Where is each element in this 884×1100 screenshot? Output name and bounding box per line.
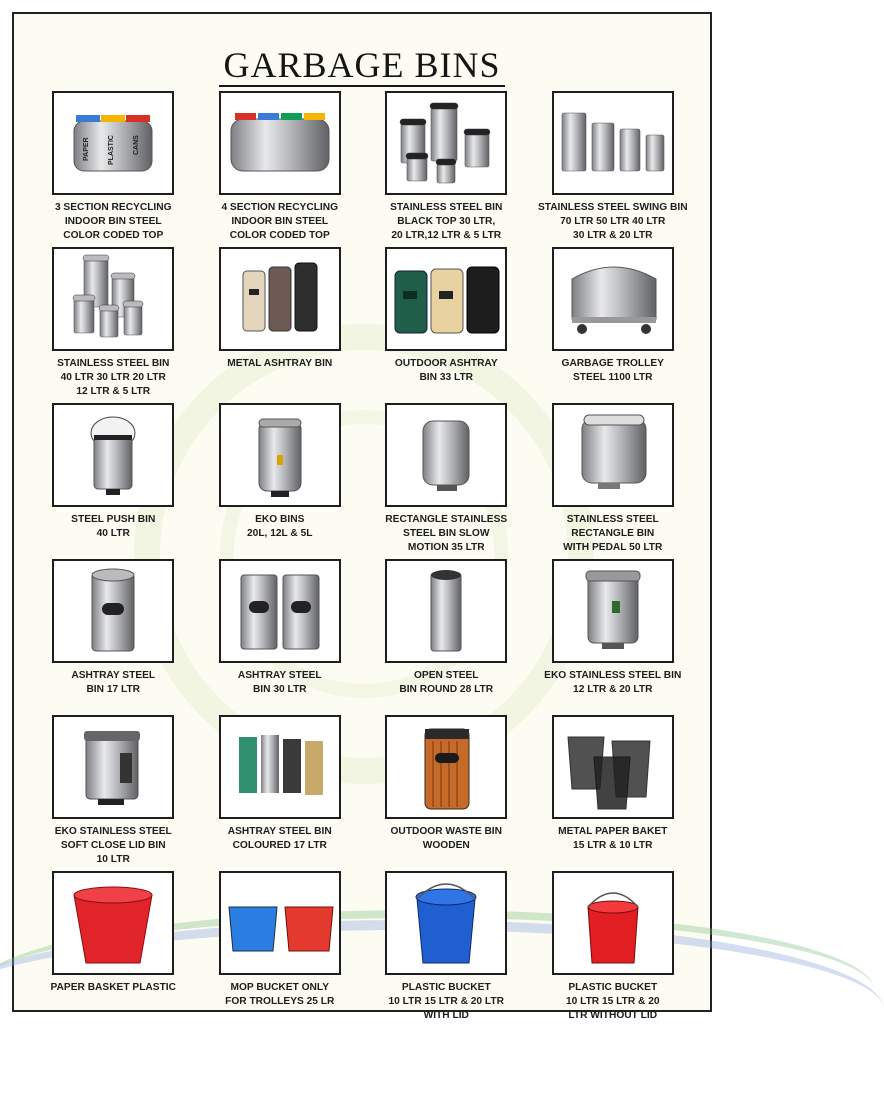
product-illustration bbox=[387, 561, 505, 661]
product-caption: ASHTRAY STEEL BIN 30 LTR bbox=[237, 670, 322, 695]
svg-text:CANS: CANS bbox=[133, 135, 141, 155]
product-caption: PLASTIC BUCKET 10 LTR 15 LTR & 20 LTR WITH LID bbox=[388, 982, 504, 1021]
product-card bbox=[363, 247, 530, 399]
product-illustration bbox=[387, 93, 505, 193]
pedal-bin-set-icon bbox=[385, 91, 507, 195]
product-illustration bbox=[387, 249, 505, 349]
product-illustration bbox=[554, 717, 672, 817]
bucket-with-lid-icon bbox=[385, 871, 507, 975]
product-caption: MOP BUCKET ONLY FOR TROLLEYS 25 LR bbox=[225, 982, 335, 1007]
product-card bbox=[197, 715, 364, 867]
product-card bbox=[363, 871, 530, 1023]
product-illustration bbox=[221, 561, 339, 661]
eko-stainless-bin-icon bbox=[552, 559, 674, 663]
product-illustration bbox=[387, 717, 505, 817]
open-round-bin-icon bbox=[385, 559, 507, 663]
plastic-paper-basket-icon bbox=[52, 871, 174, 975]
product-caption: STAINLESS STEEL BIN BLACK TOP 30 LTR, 20 LTR,12 LTR & 5 LTR bbox=[390, 202, 503, 241]
ashtray-steel-bin-pair-icon bbox=[219, 559, 341, 663]
product-card bbox=[30, 559, 197, 711]
product-card bbox=[197, 91, 364, 243]
svg-text:PLASTIC: PLASTIC bbox=[108, 135, 116, 165]
outdoor-ashtray-bin-icon bbox=[385, 247, 507, 351]
product-card bbox=[363, 91, 530, 243]
product-illustration bbox=[554, 93, 672, 193]
rectangle-slow-motion-bin-icon bbox=[385, 403, 507, 507]
eko-pedal-bin-icon bbox=[219, 403, 341, 507]
swing-bin-set-icon bbox=[552, 91, 674, 195]
product-card bbox=[363, 403, 530, 555]
product-caption: STEEL PUSH BIN 40 LTR bbox=[71, 514, 156, 539]
product-card bbox=[197, 871, 364, 1023]
product-caption: PLASTIC BUCKET 10 LTR 15 LTR & 20 LTR WITHOUT LID bbox=[565, 982, 660, 1021]
product-caption: ASHTRAY STEEL BIN COLOURED 17 LTR bbox=[227, 826, 332, 851]
product-card bbox=[30, 91, 197, 243]
ashtray-steel-bin-icon bbox=[52, 559, 174, 663]
recycling-bin-4-section-icon bbox=[219, 91, 341, 195]
product-illustration bbox=[554, 873, 672, 973]
product-illustration bbox=[554, 561, 672, 661]
catalog-sheet bbox=[12, 12, 712, 1021]
product-caption: EKO BINS 20L, 12L & 5L bbox=[247, 514, 313, 539]
product-illustration bbox=[54, 405, 172, 505]
rectangle-pedal-bin-icon bbox=[552, 403, 674, 507]
product-caption: OUTDOOR WASTE BIN WOODEN bbox=[390, 826, 502, 851]
mesh-paper-basket-icon bbox=[552, 715, 674, 819]
product-illustration bbox=[221, 405, 339, 505]
wooden-outdoor-bin-icon bbox=[385, 715, 507, 819]
metal-ashtray-bin-icon bbox=[219, 247, 341, 351]
svg-text:PAPER: PAPER bbox=[83, 137, 91, 161]
product-illustration bbox=[387, 873, 505, 973]
mop-bucket-icon bbox=[219, 871, 341, 975]
product-caption: STAINLESS STEEL SWING BIN 70 LTR 50 LTR 40 LTR 30 LTR & 20 LTR bbox=[537, 202, 688, 241]
product-card bbox=[530, 559, 697, 711]
product-illustration bbox=[54, 249, 172, 349]
recycling-bin-3-section-icon bbox=[52, 91, 174, 195]
product-card bbox=[30, 247, 197, 399]
product-illustration bbox=[221, 249, 339, 349]
soft-close-lid-bin-icon bbox=[52, 715, 174, 819]
product-card bbox=[363, 559, 530, 711]
product-card bbox=[30, 715, 197, 867]
product-illustration bbox=[221, 717, 339, 817]
product-caption: METAL PAPER BAKET 15 LTR & 10 LTR bbox=[558, 826, 668, 851]
bucket-without-lid-icon bbox=[552, 871, 674, 975]
product-illustration bbox=[54, 93, 172, 193]
product-card bbox=[197, 247, 364, 399]
product-card bbox=[197, 403, 364, 555]
steel-bin-set-icon bbox=[52, 247, 174, 351]
product-illustration bbox=[554, 249, 672, 349]
product-caption: STAINLESS STEEL BIN 40 LTR 30 LTR 20 LTR 12 LTR & 5 LTR bbox=[57, 358, 170, 397]
product-illustration bbox=[54, 561, 172, 661]
product-card bbox=[30, 403, 197, 555]
product-card bbox=[530, 247, 697, 399]
garbage-trolley-icon bbox=[552, 247, 674, 351]
coloured-ashtray-bins-icon bbox=[219, 715, 341, 819]
product-illustration bbox=[54, 717, 172, 817]
product-caption: EKO STAINLESS STEEL SOFT CLOSE LID BIN 10 LTR bbox=[54, 826, 172, 865]
product-card bbox=[530, 403, 697, 555]
product-card bbox=[363, 715, 530, 867]
product-card bbox=[197, 559, 364, 711]
product-caption: STAINLESS STEEL RECTANGLE BIN WITH PEDAL 50 LTR bbox=[563, 514, 663, 553]
product-card bbox=[530, 871, 697, 1023]
product-illustration bbox=[221, 873, 339, 973]
product-caption: ASHTRAY STEEL BIN 17 LTR bbox=[71, 670, 156, 695]
product-caption: 3 SECTION RECYCLING INDOOR BIN STEEL COLOR CODED TOP bbox=[54, 202, 172, 241]
product-caption: OUTDOOR ASHTRAY BIN 33 LTR bbox=[394, 358, 498, 383]
product-caption: OPEN STEEL BIN ROUND 28 LTR bbox=[399, 670, 494, 695]
product-illustration bbox=[387, 405, 505, 505]
push-bin-icon bbox=[52, 403, 174, 507]
page-title: GARBAGE BINS bbox=[14, 44, 710, 86]
product-illustration bbox=[54, 873, 172, 973]
product-caption: GARBAGE TROLLEY STEEL 1100 LTR bbox=[561, 358, 664, 383]
product-card bbox=[530, 715, 697, 867]
product-caption: METAL ASHTRAY BIN bbox=[227, 358, 333, 369]
product-card bbox=[30, 871, 197, 1023]
product-caption: EKO STAINLESS STEEL BIN 12 LTR & 20 LTR bbox=[544, 670, 682, 695]
product-card bbox=[530, 91, 697, 243]
product-illustration bbox=[554, 405, 672, 505]
product-caption: RECTANGLE STAINLESS STEEL BIN SLOW MOTION 35 LTR bbox=[385, 514, 508, 553]
product-illustration bbox=[221, 93, 339, 193]
product-grid bbox=[30, 91, 696, 1023]
product-caption: 4 SECTION RECYCLING INDOOR BIN STEEL COLOR CODED TOP bbox=[221, 202, 339, 241]
product-caption: PAPER BASKET PLASTIC bbox=[50, 982, 176, 993]
